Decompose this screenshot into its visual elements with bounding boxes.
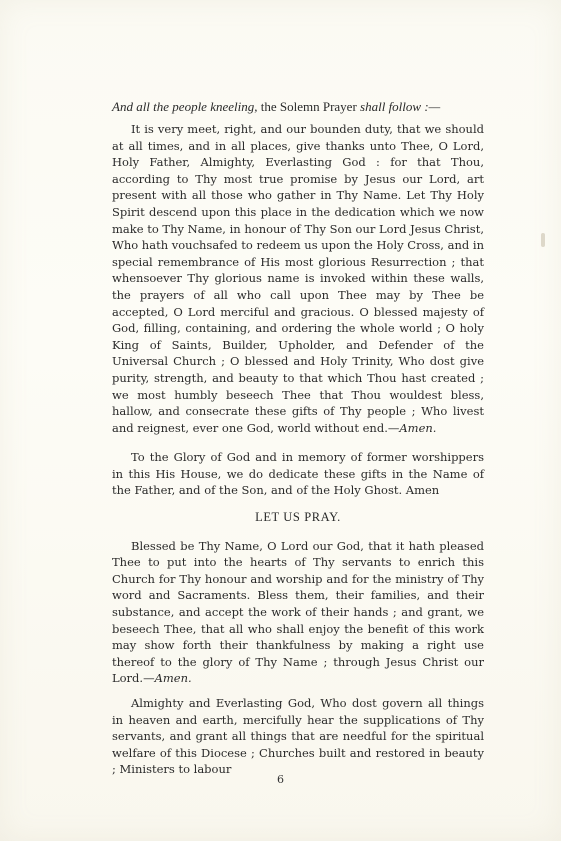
rubric-normal: the Solemn Prayer bbox=[257, 99, 361, 114]
dedication-paragraph: To the Glory of God and in memory of former worshippers in this His House, we do dedicate these gifts in the Name of the Father, and of the Son, and of the Holy Ghost. Amen bbox=[112, 450, 484, 498]
paper-mark bbox=[541, 233, 545, 247]
section-heading: LET US PRAY. bbox=[255, 510, 341, 525]
rubric-italic-start: And all the people kneeling, bbox=[112, 99, 258, 114]
rubric-italic-end: shall follow :— bbox=[360, 99, 441, 114]
prayer-3-body: Almighty and Everlasting God, Who dost govern all things in heaven and earth, mercifully hear the supplications of Thy servants, and grant all things that are needful for the spiritual welfare of this Diocese ; Churches built and restored in beauty ; Ministers to labour bbox=[112, 696, 484, 777]
prayer-1-body: It is very meet, right, and our bounden duty, that we should at all times, and in all places, give thanks unto Thee, O Lord, Holy Father, Almighty, Everlasting God : for that Thou, according to Thy most true promise by Jesus our Lord, art present with all those who gather in Thy Name. Let Thy Holy Spirit descend upon this place in the dedication which we now make to Thy Name, in honour of Thy Son our Lord Jesus Christ, Who hath vouchsafed to redeem us upon the Holy Cross, and in special remembrance of His most glorious Resurrection ; that whensoever Thy glorious name is invoked within these walls, the prayers of all who call upon Thee may by Thee be accepted, O Lord merciful and gracious. O blessed majesty of God, filling, containing, and ordering the whole world ; O holy King of Saints, Builder, Upholder, and Defender of the Universal Church ; O blessed and Holy Trinity, Who dost give purity, strength, and beauty to that which Thou hast created ; we most humbly beseech Thee that Thou wouldest bless, hallow, and consecrate these gifts of Thy people ; Who livest and reignest, ever one God, world without end.— bbox=[112, 122, 484, 435]
prayer-1 bbox=[112, 121, 484, 436]
spacer bbox=[112, 687, 484, 695]
prayer-2 bbox=[112, 538, 484, 687]
page-number: 6 bbox=[277, 773, 284, 786]
prayer-2-amen: Amen. bbox=[154, 671, 192, 686]
text-block bbox=[112, 99, 484, 778]
prayer-3 bbox=[112, 695, 484, 778]
spacer bbox=[112, 436, 484, 449]
rubric-line bbox=[112, 99, 484, 115]
prayer-1-amen: Amen. bbox=[399, 420, 437, 435]
prayer-2-body: Blessed be Thy Name, O Lord our God, that it hath pleased Thee to put into the hearts of Thy servants to enrich this Church for Thy honour and worship and for the ministry of Thy word and Sacraments. Bless them, their families, and their substance, and accept the work of their hands ; and grant, we beseech Thee, that all who shall enjoy the benefit of this work may show forth their thankfulness by making a right use thereof to the glory of Thy Name ; through Jesus Christ our Lord.— bbox=[112, 538, 484, 686]
